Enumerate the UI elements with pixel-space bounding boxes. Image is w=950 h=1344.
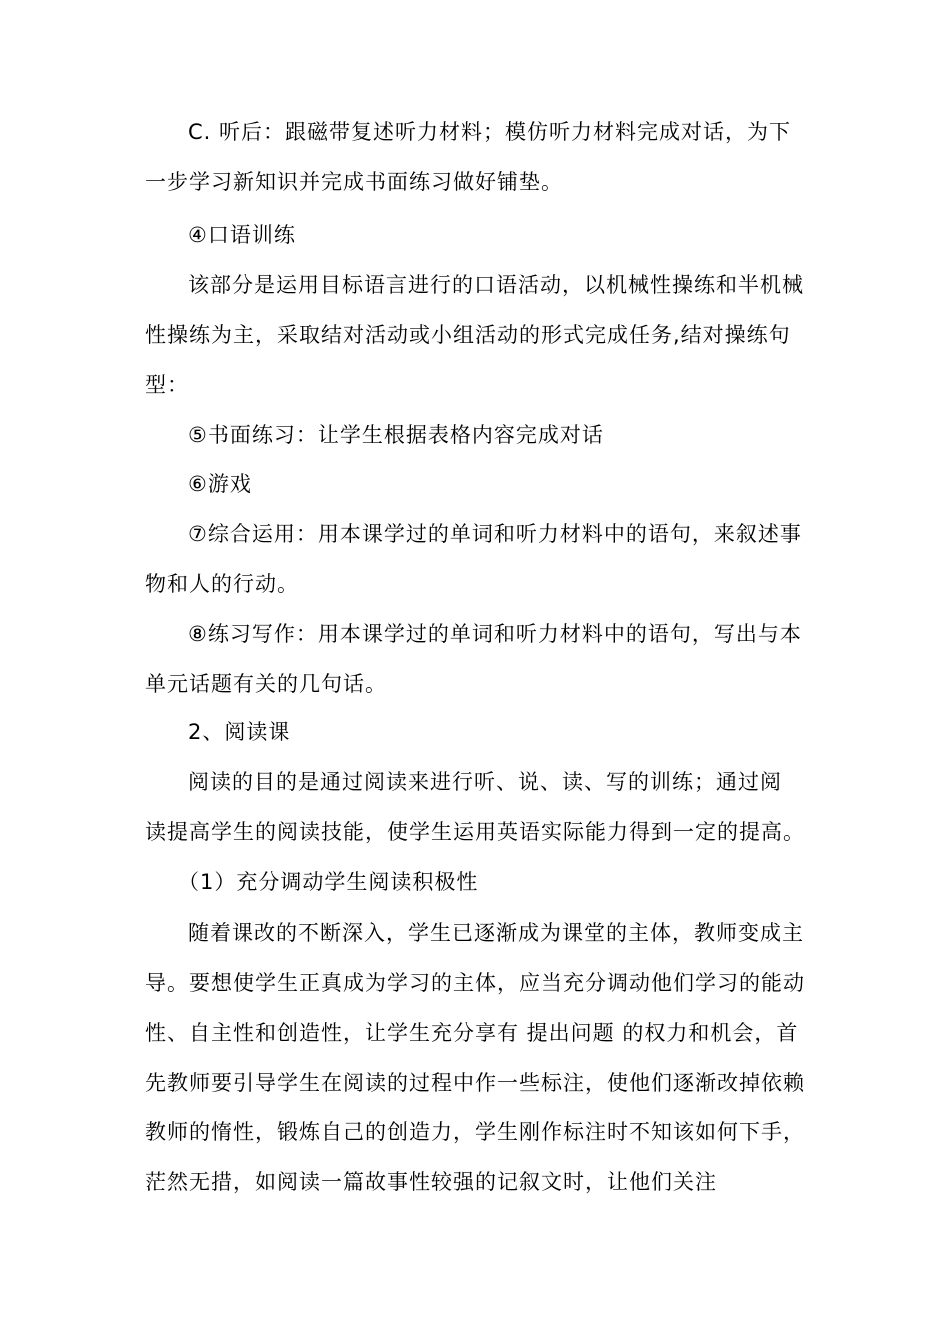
paragraph-line: 型：	[145, 373, 189, 397]
paragraph-line: 该部分是运用目标语言进行的口语活动，以机械性操练和半机械	[188, 273, 804, 297]
paragraph-line: 一步学习新知识并完成书面练习做好铺垫。	[145, 170, 563, 194]
paragraph-line: 阅读的目的是通过阅读来进行听、说、读、写的训练；通过阅	[188, 770, 782, 794]
paragraph-line: 教师的惰性，锻炼自己的创造力，学生刚作标注时不知该如何下手，	[145, 1120, 805, 1144]
list-item-written-practice: ⑤书面练习：让学生根据表格内容完成对话	[188, 423, 604, 447]
subheading-motivation: （1）充分调动学生阅读积极性	[178, 870, 479, 894]
section-heading-reading: 2、阅读课	[188, 720, 291, 744]
paragraph-line: 随着课改的不断深入，学生已逐渐成为课堂的主体，教师变成主	[188, 921, 804, 945]
list-item-writing-practice: ⑧练习写作：用本课学过的单词和听力材料中的语句，写出与本	[188, 622, 802, 646]
paragraph-line: 性、自主性和创造性，让学生充分享有 提出问题 的权力和机会，首	[145, 1021, 799, 1045]
paragraph-line: 茫然无措，如阅读一篇故事性较强的记叙文时，让他们关注	[145, 1170, 717, 1194]
paragraph-line: 性操练为主，采取结对活动或小组活动的形式完成任务,结对操练句	[145, 323, 791, 347]
paragraph-line: C. 听后：跟磁带复述听力材料；模仿听力材料完成对话，为下	[188, 120, 792, 144]
paragraph-line: 导。要想使学生正真成为学习的主体，应当充分调动他们学习的能动	[145, 971, 805, 995]
list-item-games: ⑥游戏	[188, 472, 252, 496]
paragraph-line: 读提高学生的阅读技能，使学生运用英语实际能力得到一定的提高。	[145, 820, 805, 844]
paragraph-line: 物和人的行动。	[145, 572, 299, 596]
list-item-oral-training: ④口语训练	[188, 223, 296, 247]
list-item-comprehensive-use: ⑦综合运用：用本课学过的单词和听力材料中的语句，来叙述事	[188, 522, 802, 546]
paragraph-line: 单元话题有关的几句话。	[145, 672, 387, 696]
paragraph-line: 先教师要引导学生在阅读的过程中作一些标注，使他们逐渐改掉依赖	[145, 1071, 805, 1095]
